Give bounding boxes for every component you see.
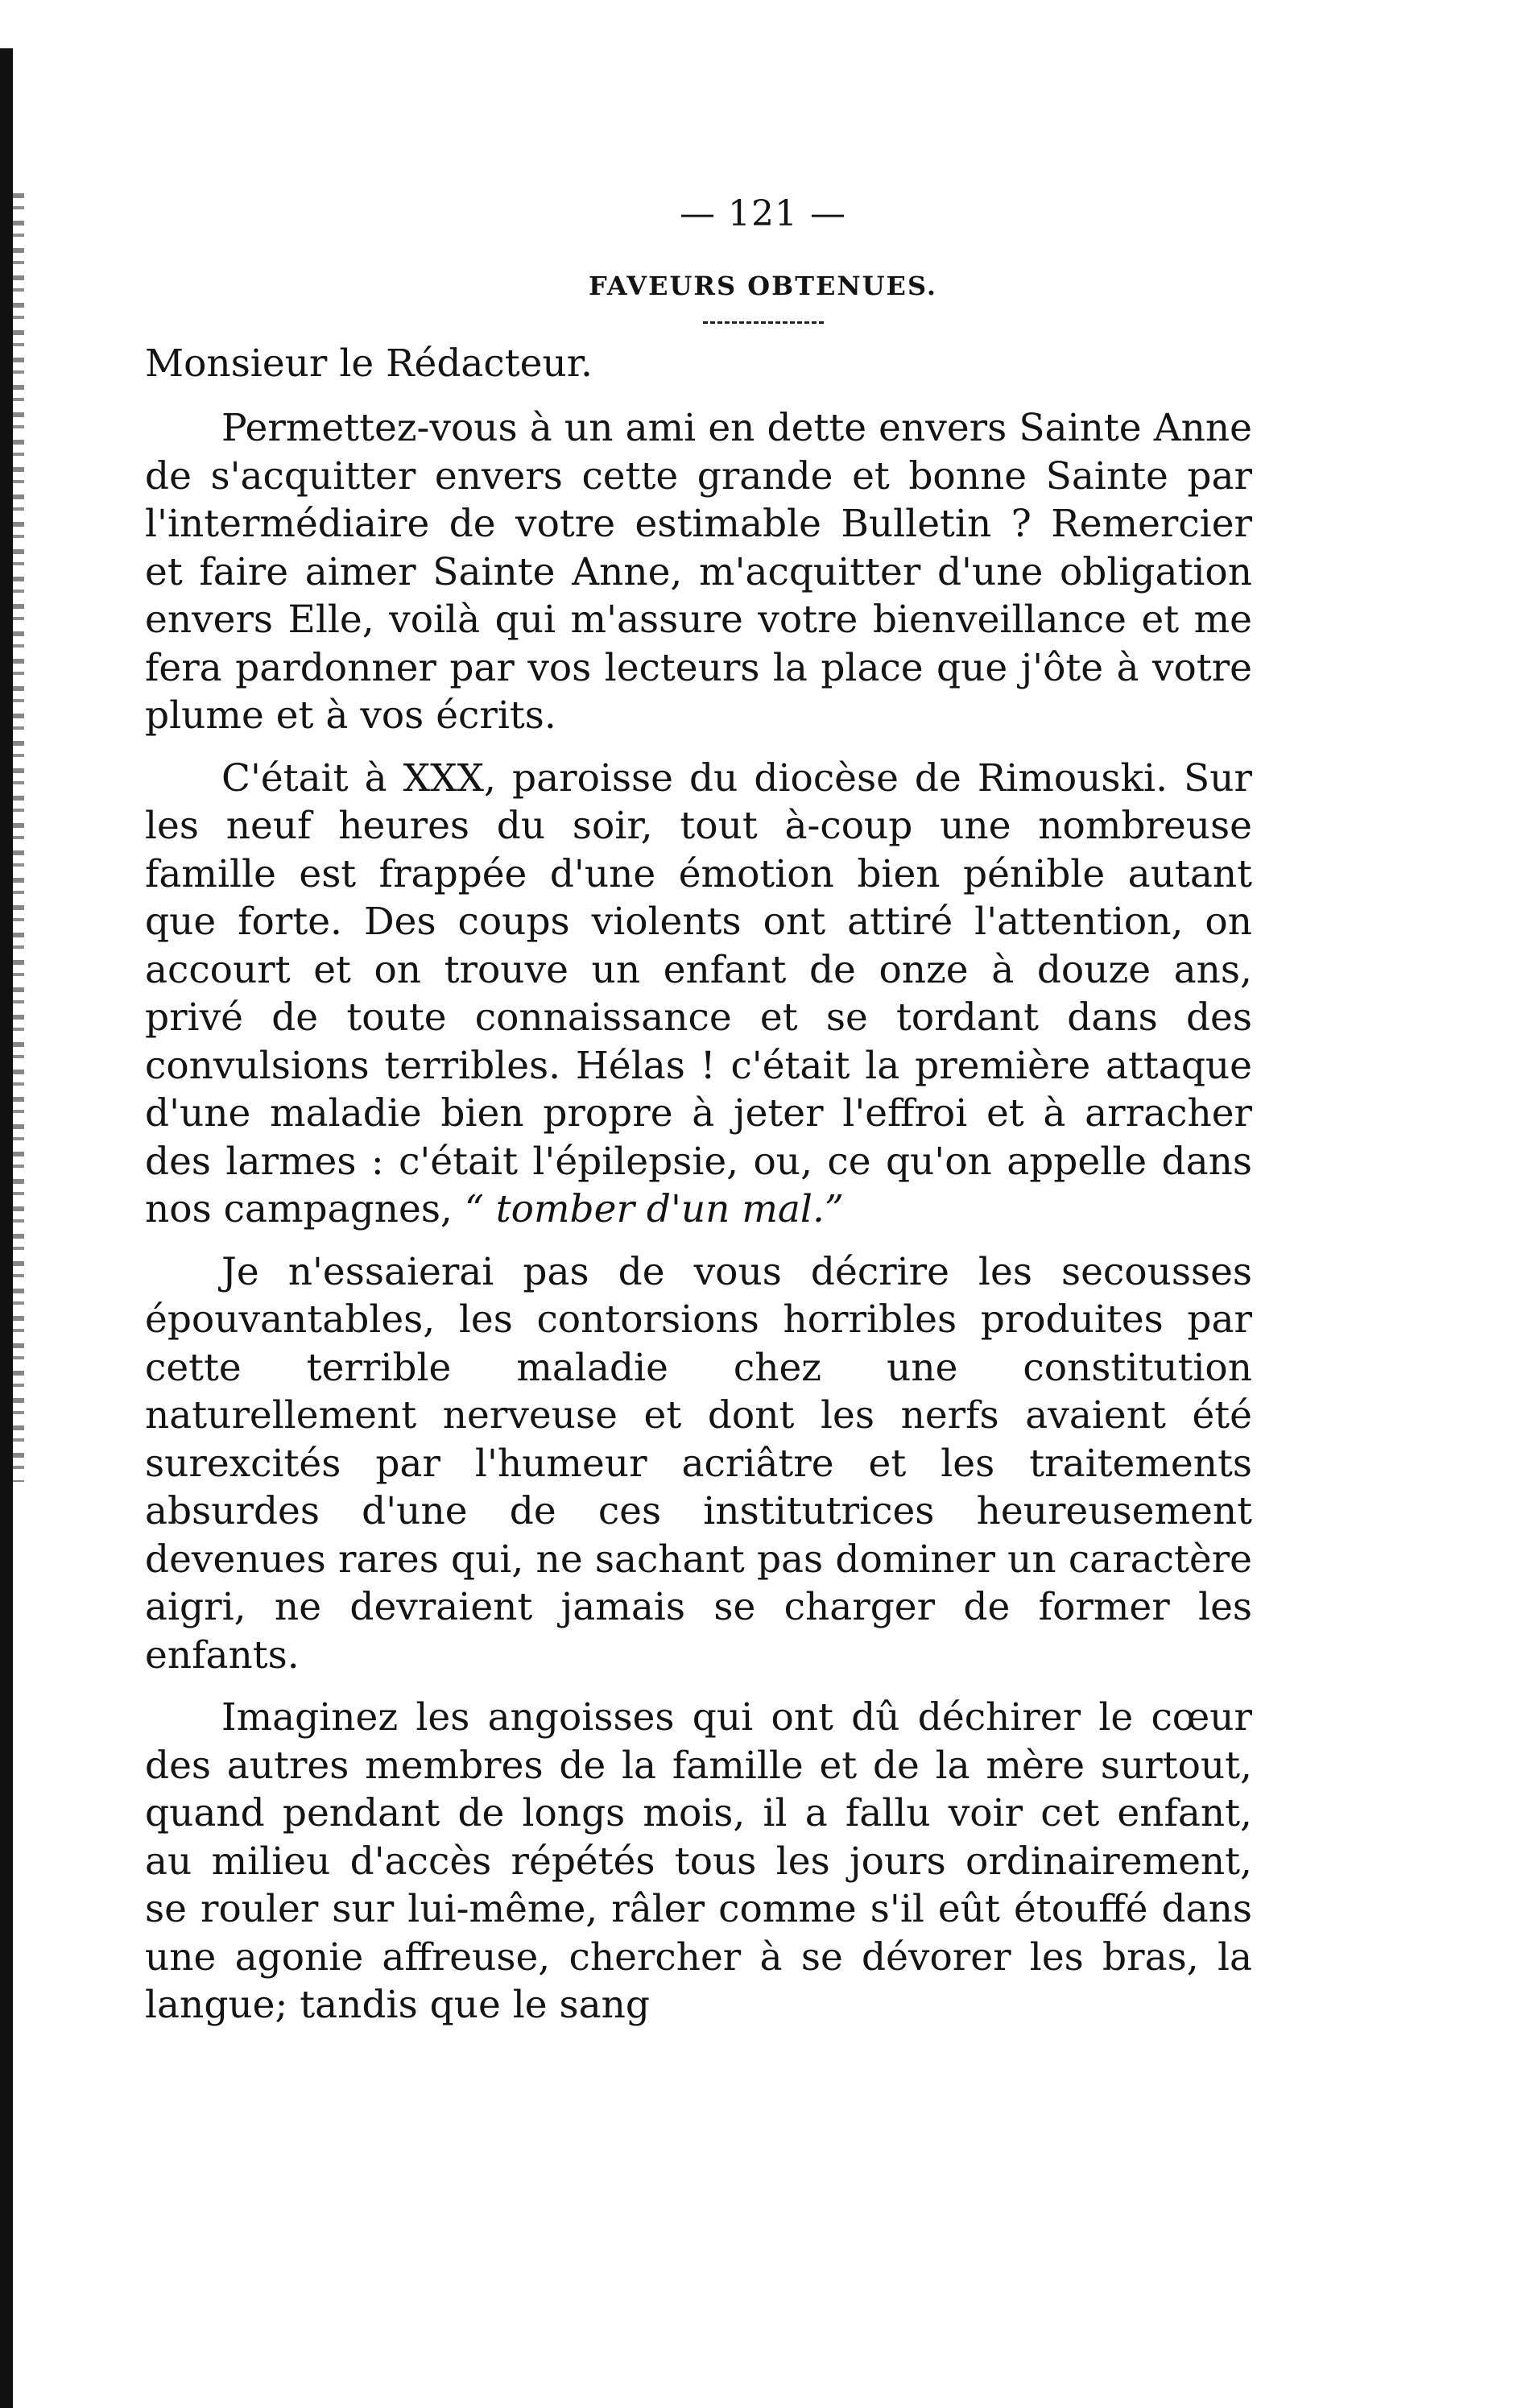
paragraph-1-text: Permettez-vous à un ami en dette envers Sainte Anne de s'acquitter envers cette grande et bonne Sainte par l'intermédiaire de votre estimable Bulletin ? Remercier et faire aimer Sainte Anne, m'acquitter d'une obligation envers Elle, voilà qui m'assure votre bienveillance et me fera pardonner par vos lecteurs la place que j'ôte à votre plume et à vos écrits. (145, 406, 1252, 738)
book-page (145, 193, 1252, 2044)
paragraph-4 (145, 1694, 1252, 2029)
page-number: — 121 — (680, 193, 846, 234)
section-heading: FAVEURS OBTENUES. (588, 271, 938, 301)
heading-divider (703, 321, 824, 324)
salutation: Monsieur le Rédacteur. (145, 341, 593, 386)
paragraph-2-italic-quote: “ tomber d'un mal.” (464, 1187, 844, 1231)
paragraph-3-text: Je n'essaierai pas de vous décrire les secousses épouvantables, les contorsions horribles produites par cette terrible maladie chez une constitution naturellement nerveuse et dont les nerfs avaient été surexcités par l'humeur acriâtre et les traitements absurdes d'une de ces institutrices heureusement devenues rares qui, ne sachant pas dominer un caractère aigri, ne devraient jamais se charger de former les enfants. (145, 1249, 1252, 1678)
paragraph-3 (145, 1248, 1252, 1680)
paragraph-2-text: C'était à XXX, paroisse du diocèse de Rimouski. Sur les neuf heures du soir, tout à-coup une nombreuse famille est frappée d'une émotion bien pénible autant que forte. Des coups violents ont attiré l'attention, on accourt et on trouve un enfant de onze à douze ans, privé de toute connaissance et se tordant dans des convulsions terribles. Hélas ! c'était la première attaque d'une maladie bien propre à jeter l'effroi et à arracher des larmes : c'était l'épilepsie, ou, ce qu'on appelle dans nos campagnes, (145, 755, 1252, 1231)
paragraph-1 (145, 404, 1252, 740)
paragraph-2 (145, 755, 1252, 1234)
scan-binding-edge (0, 48, 13, 2408)
paragraph-4-text: Imaginez les angoisses qui ont dû déchirer le cœur des autres membres de la famille et de la mère surtout, quand pendant de longs mois, il a fallu voir cet enfant, au milieu d'accès répétés tous les jours ordinairement, se rouler sur lui-même, râler comme s'il eût étouffé dans une agonie affreuse, chercher à se dévorer les bras, la langue; tandis que le sang (145, 1695, 1252, 2027)
